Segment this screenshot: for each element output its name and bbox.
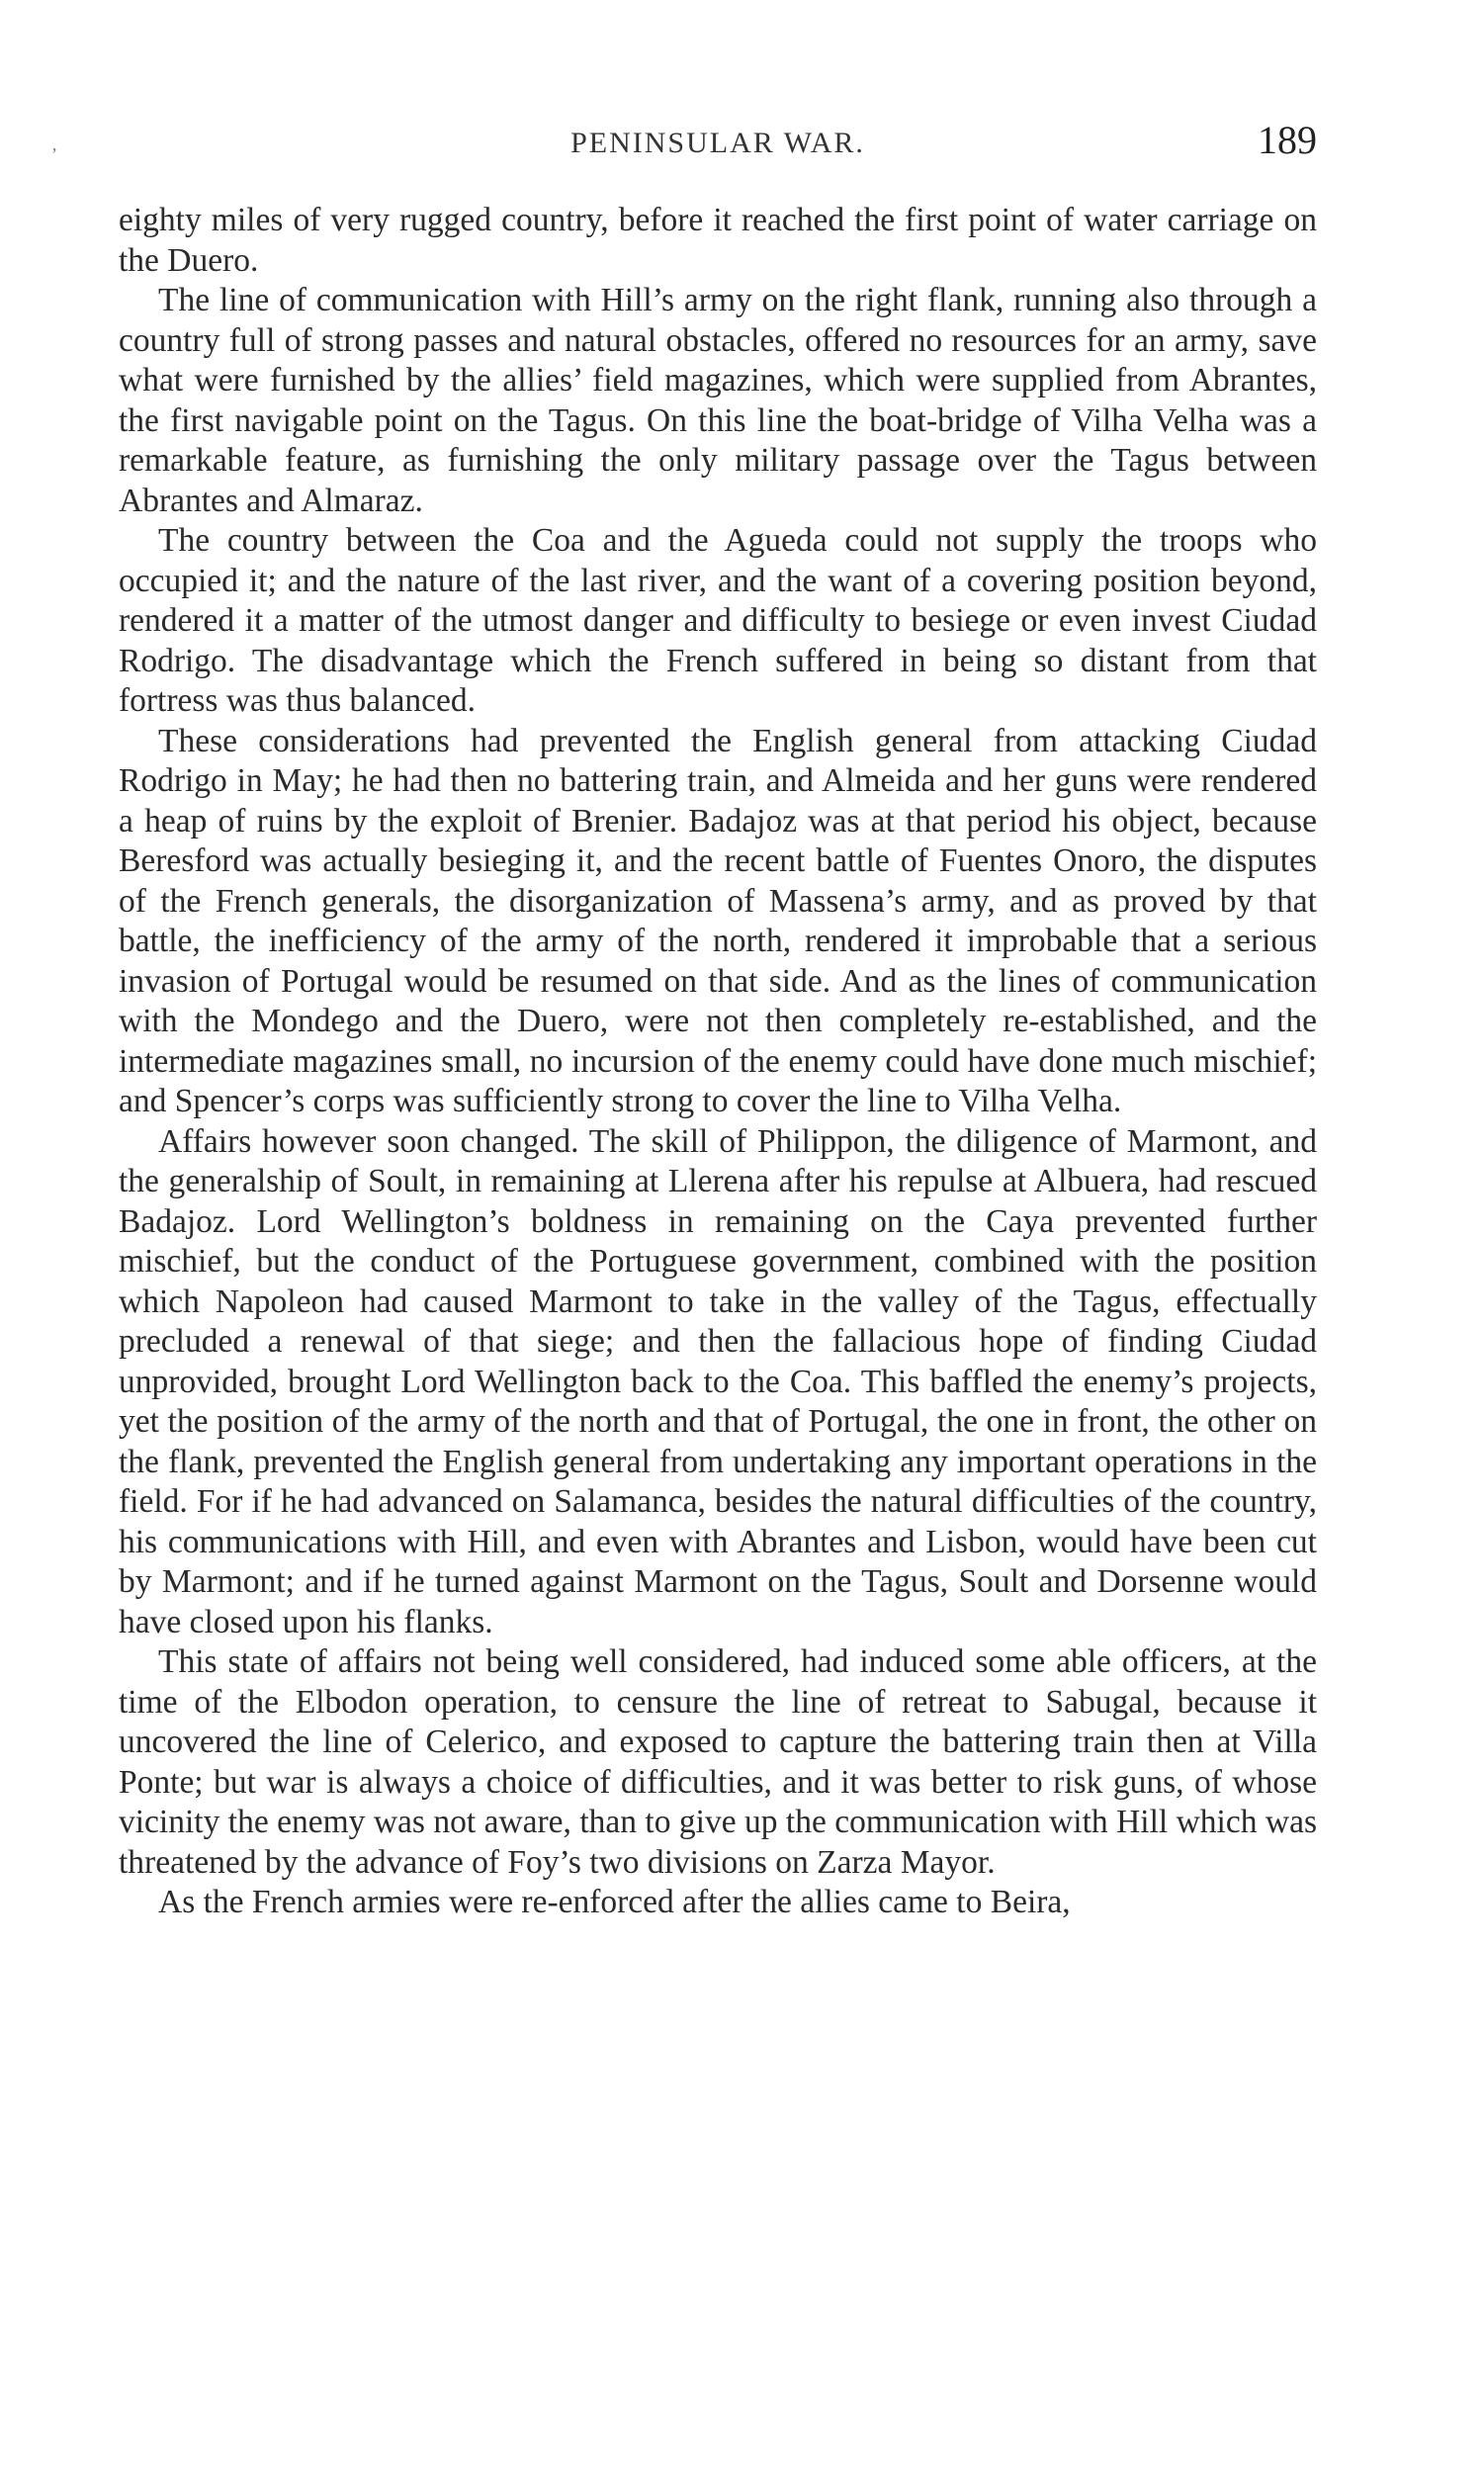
paragraph: eighty miles of very rugged country, before it reached the first point of water carriage on the Duero. [119, 202, 1317, 279]
paragraph: The line of communication with Hill’s army on the right flank, running also through a country full of strong passes and natural obstacles, offered no resources for an army, save what were furnished by the allies’ field magazines, which were supplied from Abrantes, the first navigable point on the Tagus. On this line the boat-bridge of Vilha Velha was a remarkable feature, as furnishing the only military passage over the Tagus between Abrantes and Almaraz. [119, 282, 1317, 519]
page-number: 189 [1258, 118, 1317, 162]
paragraph: The country between the Coa and the Agueda could not supply the troops who occupied it; and the nature of the last river, and the want of a covering position beyond, rendered it a matter of the utmost danger and difficulty to besiege or even invest Ciudad Rodrigo. The disadvantage which the French suffered in being so distant from that fortress was thus balanced. [119, 522, 1317, 719]
paragraph: These considerations had prevented the English general from attacking Ciudad Rodrigo in May; he had then no battering train, and Almeida and her guns were rendered a heap of ruins by the exploit of Brenier. Badajoz was at that period his object, because Beresford was actually besieging it, and the recent battle of Fuentes Onoro, the disputes of the French generals, the disorganization of Massena’s army, and as proved by that battle, the inefficiency of the army of the north, rendered it improbable that a serious invasion of Portugal would be resumed on that side. And as the lines of communication with the Mondego and the Duero, were not then completely re-established, and the intermediate magazines small, no incursion of the enemy could have done much mischief; and Spencer’s corps was sufficiently strong to cover the line to Vilha Velha. [119, 722, 1317, 1119]
body-text [119, 201, 1317, 1923]
paragraph: As the French armies were re-enforced after the allies came to Beira, [158, 1884, 1071, 1920]
paragraph: This state of affairs not being well considered, had induced some able officers, at the time of the Elbodon operation, to censure the line of retreat to Sabugal, because it uncovered the line of Celerico, and exposed to capture the battering train then at Villa Ponte; but war is always a choice of difficulties, and it was better to risk guns, of whose vicinity the enemy was not aware, than to give up the communication with Hill which was threatened by the advance of Foy’s two divisions on Zarza Mayor. [119, 1643, 1317, 1881]
margin-mark: ʼ [51, 144, 57, 164]
running-title: PENINSULAR WAR. [570, 127, 865, 159]
running-head [119, 117, 1317, 176]
paragraph: Affairs however soon changed. The skill of Philippon, the diligence of Marmont, and the generalship of Soult, in remaining at Llerena after his repulse at Albuera, had rescued Badajoz. Lord Wellington’s boldness in remaining on the Caya prevented further mischief, but the conduct of the Portuguese government, combined with the position which Napoleon had caused Marmont to take in the valley of the Tagus, effectually precluded a renewal of that siege; and then the fallacious hope of finding Ciudad unprovided, brought Lord Wellington back to the Coa. This baffled the enemy’s projects, yet the position of the army of the north and that of Portugal, the one in front, the other on the flank, prevented the English general from undertaking any important operations in the field. For if he had advanced on Salamanca, besides the natural difficulties of the country, his communications with Hill, and even with Abrantes and Lisbon, would have been cut by Marmont; and if he turned against Marmont on the Tagus, Soult and Dorsenne would have closed upon his flanks. [119, 1122, 1317, 1640]
